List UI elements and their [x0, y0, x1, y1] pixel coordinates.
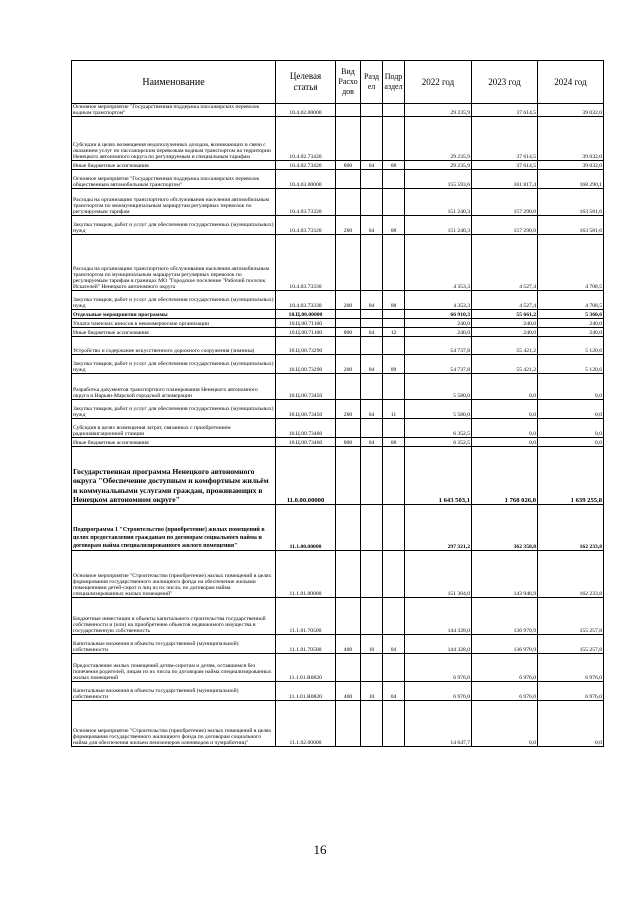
row-vid	[336, 551, 361, 598]
row-value-2023: 37 614,5	[472, 104, 538, 117]
row-value-2023: 240,0	[472, 319, 538, 328]
row-razdel: 04	[361, 400, 383, 419]
row-target-code: 11.1.01.70500	[276, 635, 336, 654]
row-name: Основное мероприятие "Строительство (приобретение) жилых помещений в целях формирования государственного жилищного фонда по договорам социального найма для обеспечения жильем пенсионеров олениводов и чумработниц"	[72, 701, 276, 747]
row-value-2024: 39 032,0	[538, 104, 604, 117]
row-name: Уплата членских взносов в некоммерческие организации	[72, 319, 276, 328]
row-razdel	[361, 319, 383, 328]
row-value-2024: 5 360,6	[538, 310, 604, 319]
row-vid	[336, 337, 361, 355]
row-value-2022: 6 976,0	[405, 654, 472, 682]
row-value-2022: 240,0	[405, 328, 472, 337]
row-podrazdel	[383, 505, 405, 551]
row-razdel	[361, 189, 383, 216]
row-name: Расходы на организацию транспортного обслуживания населения автомобильным транспортом по межмуниципальным маршрутам регулярных перевозок по регулируемым тарифам	[72, 189, 276, 216]
table-row	[72, 701, 604, 747]
row-value-2023: 0,0	[472, 701, 538, 747]
row-vid	[336, 104, 361, 117]
row-name: Закупка товаров, работ и услуг для обеспечения государственных (муниципальных) нужд	[72, 291, 276, 310]
row-value-2023: 0,0	[472, 438, 538, 447]
header-2022: 2022 год	[405, 61, 472, 104]
row-name: Подпрограмма 1 "Строительство (приобретение) жилых помещений в целях предоставления гражданам по договорам социального найма и договорам найма специализированного жилого помещения"	[72, 505, 276, 551]
row-razdel	[361, 701, 383, 747]
row-value-2023: 136 970,9	[472, 598, 538, 635]
row-name: Субсидия в целях возмещения затрат, связанных с приобретением радионавигационной станции	[72, 419, 276, 438]
row-vid	[336, 505, 361, 551]
row-value-2024: 5 120,6	[538, 337, 604, 355]
row-vid	[336, 189, 361, 216]
row-value-2024: 155 257,8	[538, 598, 604, 635]
table-row	[72, 310, 604, 319]
row-value-2022: 14 647,7	[405, 701, 472, 747]
row-target-code: 10.4.02.73420	[276, 161, 336, 170]
row-podrazdel: 04	[383, 635, 405, 654]
row-target-code: 10.4.02.00000	[276, 104, 336, 117]
row-podrazdel	[383, 654, 405, 682]
table-row	[72, 374, 604, 400]
row-value-2024: 6 976,0	[538, 654, 604, 682]
header-target: Целевая статья	[276, 61, 336, 104]
row-podrazdel: 08	[383, 291, 405, 310]
row-value-2024: 5 120,6	[538, 355, 604, 374]
table-row	[72, 117, 604, 161]
row-name: Основное мероприятие "Государственная поддержка пассажирских перевозок общественным автомобильным транспортом"	[72, 170, 276, 189]
row-value-2024: 0,0	[538, 419, 604, 438]
row-razdel	[361, 104, 383, 117]
row-target-code: 11.1.02.00000	[276, 701, 336, 747]
row-vid	[336, 319, 361, 328]
table-row	[72, 319, 604, 328]
row-razdel: 10	[361, 682, 383, 701]
row-value-2023: 362 358,8	[472, 505, 538, 551]
table-row	[72, 189, 604, 216]
header-razdel: Разд ел	[361, 61, 383, 104]
row-target-code: 10.Ц.00.73460	[276, 419, 336, 438]
row-value-2022: 5 580,0	[405, 400, 472, 419]
row-value-2023: 37 614,5	[472, 161, 538, 170]
table-row	[72, 438, 604, 447]
table-row	[72, 419, 604, 438]
row-value-2024: 1 639 255,8	[538, 447, 604, 505]
row-name: Закупка товаров, работ и услуг для обеспечения государственных (муниципальных) нужд	[72, 400, 276, 419]
row-target-code: 11.1.01.R0820	[276, 654, 336, 682]
row-podrazdel	[383, 337, 405, 355]
row-value-2022: 155 593,6	[405, 170, 472, 189]
row-value-2023: 157 290,0	[472, 189, 538, 216]
row-value-2022: 151 240,3	[405, 216, 472, 235]
table-row	[72, 337, 604, 355]
row-value-2022: 6 352,5	[405, 438, 472, 447]
row-value-2023: 1 768 026,0	[472, 447, 538, 505]
row-razdel	[361, 170, 383, 189]
row-value-2023: 161 817,4	[472, 170, 538, 189]
row-name: Основное мероприятие "Государственная поддержка пассажирских перевозок водным транспортом"	[72, 104, 276, 117]
row-value-2024: 240,0	[538, 328, 604, 337]
row-value-2024: 4 708,5	[538, 291, 604, 310]
row-name: Расходы на организацию транспортного обслуживания населения автомобильным транспортом по муниципальным маршрутам регулярных перевозок по регулируемым тарифам в границах МО "Городское поселение "Рабочий поселок Искателей" Ненецкого автономного округа	[72, 235, 276, 291]
row-value-2024: 240,0	[538, 319, 604, 328]
row-value-2022: 4 353,3	[405, 235, 472, 291]
row-value-2024: 0,0	[538, 438, 604, 447]
row-razdel	[361, 598, 383, 635]
row-value-2024: 163 581,6	[538, 216, 604, 235]
row-value-2024: 168 290,1	[538, 170, 604, 189]
row-value-2023: 55 421,2	[472, 337, 538, 355]
row-value-2022: 4 353,3	[405, 291, 472, 310]
row-razdel	[361, 310, 383, 319]
table-row	[72, 216, 604, 235]
row-value-2022: 54 737,8	[405, 355, 472, 374]
row-value-2023: 143 946,9	[472, 551, 538, 598]
row-value-2023: 4 527,4	[472, 291, 538, 310]
row-name: Иные бюджетные ассигнования	[72, 438, 276, 447]
row-value-2024: 155 257,8	[538, 635, 604, 654]
row-podrazdel	[383, 551, 405, 598]
row-podrazdel: 11	[383, 400, 405, 419]
header-vid: Вид Расхо дов	[336, 61, 361, 104]
row-name: Капитальные вложения в объекты государственной (муниципальной) собственности	[72, 682, 276, 701]
row-value-2022: 144 328,0	[405, 635, 472, 654]
row-name: Бюджетные инвестиции в объекты капитального строительства государственной собственности и (или) на приобретение объектов недвижимого имущества в государственную собственность	[72, 598, 276, 635]
row-vid	[336, 235, 361, 291]
row-target-code: 11.1.00.00000	[276, 505, 336, 551]
table-row	[72, 328, 604, 337]
row-target-code: 10.Ц.00.71160	[276, 319, 336, 328]
row-name: Разработка документов транспортного планирования Ненецкого автономного округа и Нарьян-Марской городской агломерации	[72, 374, 276, 400]
row-target-code: 10.Ц.00.71160	[276, 328, 336, 337]
row-podrazdel: 08	[383, 438, 405, 447]
row-value-2023: 37 614,5	[472, 117, 538, 161]
row-target-code: 10.4.03.00000	[276, 170, 336, 189]
row-value-2023: 0,0	[472, 419, 538, 438]
row-razdel	[361, 447, 383, 505]
row-podrazdel	[383, 319, 405, 328]
row-name: Иные бюджетные ассигнования	[72, 161, 276, 170]
row-vid: 200	[336, 355, 361, 374]
row-name: Субсидии в целях возмещения недополученных доходов, возникающих в связи с оказанием услуг по пассажирским перевозкам водным транспортом на территории Ненецкого автономного округа по регулируемым и специальным тарифам	[72, 117, 276, 161]
table-row	[72, 104, 604, 117]
row-razdel	[361, 117, 383, 161]
row-vid	[336, 654, 361, 682]
row-podrazdel	[383, 598, 405, 635]
row-target-code: 11.1.01.R0820	[276, 682, 336, 701]
row-vid	[336, 170, 361, 189]
row-podrazdel	[383, 170, 405, 189]
row-value-2022: 297 321,2	[405, 505, 472, 551]
row-name: Закупка товаров, работ и услуг для обеспечения государственных (муниципальных) нужд	[72, 355, 276, 374]
row-value-2023: 55 661,2	[472, 310, 538, 319]
row-razdel	[361, 551, 383, 598]
row-target-code: 10.4.02.73420	[276, 117, 336, 161]
row-value-2024: 163 581,6	[538, 189, 604, 216]
row-podrazdel: 04	[383, 682, 405, 701]
row-target-code: 10.Ц.00.73290	[276, 337, 336, 355]
row-razdel	[361, 337, 383, 355]
table-row	[72, 291, 604, 310]
row-razdel: 04	[361, 216, 383, 235]
row-name: Капитальные вложения в объекты государственной (муниципальной) собственности	[72, 635, 276, 654]
row-value-2022: 151 240,3	[405, 189, 472, 216]
row-razdel: 04	[361, 291, 383, 310]
row-target-code: 10.4.03.73320	[276, 189, 336, 216]
row-vid: 400	[336, 682, 361, 701]
row-vid: 200	[336, 400, 361, 419]
row-target-code: 10.4.03.73320	[276, 216, 336, 235]
table-row	[72, 635, 604, 654]
row-value-2022: 144 328,0	[405, 598, 472, 635]
table-header-row	[72, 61, 604, 104]
header-name: Наименование	[72, 61, 276, 104]
row-name: Государственная программа Ненецкого автономного округа "Обеспечение доступным и комфортным жильём и коммунальными услугами граждан, проживающих в Ненецком автономном округе"	[72, 447, 276, 505]
row-vid	[336, 374, 361, 400]
table-row	[72, 551, 604, 598]
row-target-code: 10.Ц.00.73450	[276, 374, 336, 400]
row-value-2024: 4 708,5	[538, 235, 604, 291]
row-value-2023: 0,0	[472, 400, 538, 419]
row-podrazdel	[383, 701, 405, 747]
table-row	[72, 654, 604, 682]
row-razdel: 04	[361, 328, 383, 337]
row-value-2023: 6 976,0	[472, 654, 538, 682]
row-name: Устройство и содержание искусственного дорожного сооружения (зимника)	[72, 337, 276, 355]
row-value-2022: 1 643 503,1	[405, 447, 472, 505]
table-row	[72, 505, 604, 551]
budget-table	[71, 60, 604, 747]
table-row	[72, 161, 604, 170]
row-vid: 200	[336, 216, 361, 235]
row-value-2023: 157 290,0	[472, 216, 538, 235]
row-razdel	[361, 654, 383, 682]
table-row	[72, 400, 604, 419]
row-value-2022: 29 235,9	[405, 161, 472, 170]
row-target-code: 11.1.01.00000	[276, 551, 336, 598]
row-target-code: 10.Ц.00.73460	[276, 438, 336, 447]
row-podrazdel	[383, 235, 405, 291]
row-vid	[336, 419, 361, 438]
row-value-2023: 4 527,4	[472, 235, 538, 291]
row-target-code: 10.4.03.73330	[276, 235, 336, 291]
row-value-2022: 151 304,0	[405, 551, 472, 598]
row-vid	[336, 598, 361, 635]
row-razdel	[361, 235, 383, 291]
row-vid: 800	[336, 328, 361, 337]
page-number: 16	[313, 842, 327, 857]
row-name: Иные бюджетные ассигнования	[72, 328, 276, 337]
row-podrazdel	[383, 419, 405, 438]
row-target-code: 10.Ц.00.00000	[276, 310, 336, 319]
row-podrazdel	[383, 310, 405, 319]
row-value-2022: 66 910,3	[405, 310, 472, 319]
row-target-code: 10.Ц.00.73290	[276, 355, 336, 374]
row-value-2022: 240,0	[405, 319, 472, 328]
row-value-2023: 136 970,9	[472, 635, 538, 654]
row-value-2024: 162 233,8	[538, 505, 604, 551]
header-2024: 2024 год	[538, 61, 604, 104]
row-razdel: 10	[361, 635, 383, 654]
row-target-code: 10.4.03.73330	[276, 291, 336, 310]
row-podrazdel	[383, 374, 405, 400]
row-name: Предоставление жилых помещений детям-сиротам и детям, оставшимся без попечения родителей, лицам из их числа по договорам найма специализированных жилых помещений	[72, 654, 276, 682]
row-value-2024: 39 032,0	[538, 161, 604, 170]
row-razdel	[361, 505, 383, 551]
row-target-code: 11.0.00.00000	[276, 447, 336, 505]
row-name: Отдельные мероприятия программы	[72, 310, 276, 319]
row-target-code: 11.1.01.70500	[276, 598, 336, 635]
row-podrazdel: 12	[383, 328, 405, 337]
row-name: Закупка товаров, работ и услуг для обеспечения государственных (муниципальных) нужд	[72, 216, 276, 235]
row-razdel: 04	[361, 355, 383, 374]
row-podrazdel	[383, 117, 405, 161]
row-value-2024: 0,0	[538, 374, 604, 400]
row-value-2022: 6 976,0	[405, 682, 472, 701]
row-podrazdel: 08	[383, 161, 405, 170]
row-podrazdel: 08	[383, 216, 405, 235]
row-podrazdel	[383, 447, 405, 505]
row-podrazdel	[383, 104, 405, 117]
row-value-2024: 6 976,0	[538, 682, 604, 701]
table-row	[72, 447, 604, 505]
row-vid: 800	[336, 161, 361, 170]
row-vid	[336, 310, 361, 319]
table-row	[72, 355, 604, 374]
row-vid	[336, 701, 361, 747]
row-value-2024: 39 032,0	[538, 117, 604, 161]
row-value-2023: 240,0	[472, 328, 538, 337]
row-value-2023: 0,0	[472, 374, 538, 400]
row-podrazdel	[383, 189, 405, 216]
row-razdel	[361, 374, 383, 400]
row-razdel: 04	[361, 438, 383, 447]
row-value-2024: 162 233,8	[538, 551, 604, 598]
row-value-2023: 55 421,2	[472, 355, 538, 374]
row-razdel	[361, 419, 383, 438]
row-value-2022: 54 737,8	[405, 337, 472, 355]
row-vid: 400	[336, 635, 361, 654]
row-vid: 800	[336, 438, 361, 447]
row-name: Основное мероприятие "Строительство (приобретение) жилых помещений в целях формирования государственного жилищного фонда на обеспечение жилыми помещениями детей-сирот и лиц из их числа, по договорам найма специализированных жилых помещений"	[72, 551, 276, 598]
row-vid	[336, 447, 361, 505]
row-razdel: 04	[361, 161, 383, 170]
header-podrazdel: Подр аздел	[383, 61, 405, 104]
table-row	[72, 682, 604, 701]
table-row	[72, 170, 604, 189]
table-row	[72, 235, 604, 291]
table-row	[72, 598, 604, 635]
row-value-2022: 29 235,9	[405, 104, 472, 117]
row-value-2022: 5 580,0	[405, 374, 472, 400]
row-vid	[336, 117, 361, 161]
header-2023: 2023 год	[472, 61, 538, 104]
row-target-code: 10.Ц.00.73450	[276, 400, 336, 419]
row-value-2023: 6 976,0	[472, 682, 538, 701]
row-value-2024: 0,0	[538, 400, 604, 419]
row-value-2022: 29 235,9	[405, 117, 472, 161]
row-value-2024: 0,0	[538, 701, 604, 747]
row-vid: 200	[336, 291, 361, 310]
row-value-2022: 6 352,5	[405, 419, 472, 438]
row-podrazdel: 09	[383, 355, 405, 374]
